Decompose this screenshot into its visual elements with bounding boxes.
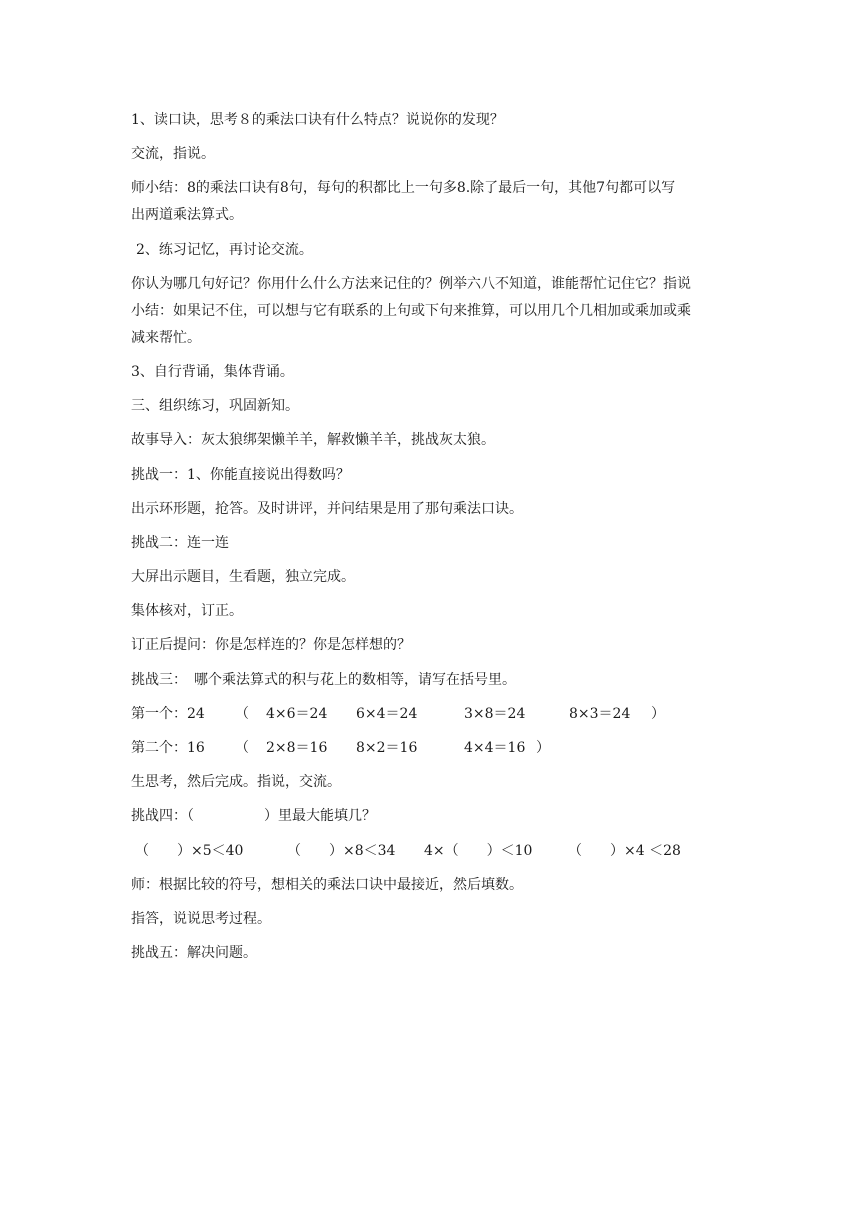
equation: 4×4＝16	[464, 740, 526, 756]
text-line: 交流，指说。	[131, 146, 215, 163]
fill-in-item: （ ）×8＜34	[287, 842, 396, 859]
exercise-row-second	[131, 736, 731, 770]
text-line: 指答，说说思考过程。	[131, 910, 271, 927]
exercise-row-first	[131, 702, 731, 736]
fill-in-item: （ ）×5＜40	[135, 842, 244, 859]
equation: 2×8＝16	[266, 740, 328, 756]
equation: 8×3＝24	[569, 705, 631, 722]
text-line: 师：根据比较的符号，想相关的乘法口诀中最接近，然后填数。	[131, 876, 523, 893]
text-line: 减来帮忙。	[131, 329, 201, 346]
equation: 3×8＝24	[464, 705, 526, 722]
text-line: 订正后提问：你是怎样连的？你是怎样想的？	[131, 637, 411, 654]
text-line: 集体核对，订正。	[131, 603, 243, 620]
text-line: 挑战二：连一连	[131, 534, 229, 551]
text-line: 1、读口诀，思考８的乘法口诀有什么特点？说说你的发现？	[131, 112, 504, 128]
text-line: 出两道乘法算式。	[131, 207, 243, 224]
equation: 8×2＝16	[356, 740, 418, 756]
equation: 4×6＝24	[266, 705, 328, 722]
text-line: 3、自行背诵，集体背诵。	[131, 363, 294, 380]
text-line: 挑战一：1、你能直接说出得数吗？	[131, 466, 350, 483]
text-line: 挑战五：解决问题。	[131, 945, 257, 962]
bracket-close: ）	[536, 740, 550, 756]
fill-in-item: 4×（ ）＜10	[424, 842, 533, 859]
text-line: 大屏出示题目，生看题，独立完成。	[131, 569, 355, 586]
text-line: 你认为哪几句好记？你用什么什么方法来记住的？例举六八不知道，谁能帮忙记住它？指说	[131, 275, 691, 292]
text-line: 挑战三： 哪个乘法算式的积与花上的数相等，请写在括号里。	[131, 671, 516, 688]
row-label: 第二个：16	[131, 740, 205, 756]
document-body	[131, 108, 731, 975]
text-line: 出示环形题，抢答。及时讲评，并问结果是用了那句乘法口诀。	[131, 500, 523, 517]
text-line: 三、组织练习，巩固新知。	[131, 398, 299, 415]
equation: 6×4＝24	[356, 705, 418, 722]
text-line: 故事导入：灰太狼绑架懒羊羊，解救懒羊羊，挑战灰太狼。	[131, 432, 495, 449]
bracket-open: （	[235, 705, 249, 722]
bracket-open: （	[235, 740, 249, 756]
text-line: 2、练习记忆，再讨论交流。	[136, 241, 313, 258]
text-line: 挑战四：（ ）里最大能填几？	[131, 808, 376, 825]
bracket-close: ）	[651, 705, 665, 722]
text-line: 生思考，然后完成。指说，交流。	[131, 774, 341, 791]
text-line: 师小结：8的乘法口诀有8句，每句的积都比上一句多8.除了最后一句，其他7句都可以写	[131, 180, 676, 197]
fill-in-item: （ ）×4 ＜28	[568, 842, 681, 859]
row-label: 第一个：24	[131, 705, 205, 722]
fill-in-row	[131, 839, 731, 873]
text-line: 小结：如果记不住，可以想与它有联系的上句或下句来推算，可以用几个几相加或乘加或乘	[131, 302, 691, 319]
